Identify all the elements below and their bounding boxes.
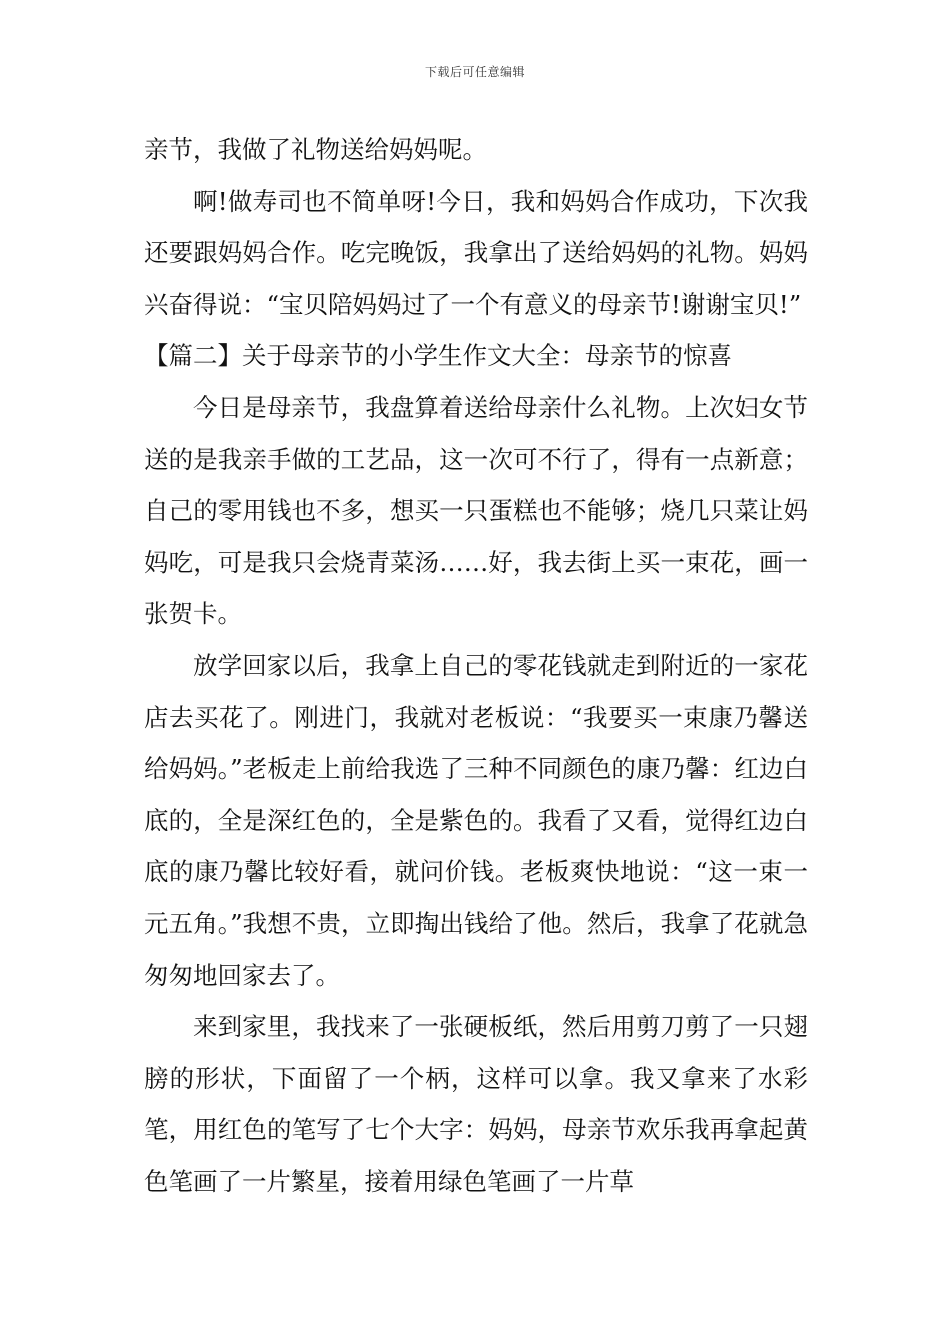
paragraph: 来到家里，我找来了一张硬板纸，然后用剪刀剪了一只翅膀的形状，下面留了一个柄，这样可以拿。我又拿来了水彩笔，用红色的笔写了七个大字：妈妈，母亲节欢乐我再拿起黄色笔画了一片繁星，接着用绿色笔画了一片草 xyxy=(144,1012,808,1196)
page-header: 下载后可任意编辑 xyxy=(424,65,525,79)
document-body xyxy=(144,124,808,1207)
paragraph: 放学回家以后，我拿上自己的零花钱就走到附近的一家花店去买花了。刚进门，我就对老板说：“我要买一束康乃馨送给妈妈。”老板走上前给我选了三种不同颜色的康乃馨：红边白底的，全是深红色的，全是紫色的。我看了又看，觉得红边白底的康乃馨比较好看，就问价钱。老板爽快地说：“这一束一元五角。”我想不贵，立即掏出钱给了他。然后，我拿了花就急匆匆地回家去了。 xyxy=(144,650,808,990)
paragraph-continuation: 亲节，我做了礼物送给妈妈呢。 xyxy=(144,135,487,164)
section-heading: 【篇二】关于母亲节的小学生作文大全：母亲节的惊喜 xyxy=(144,341,732,371)
paragraph: 啊!做寿司也不简单呀!今日，我和妈妈合作成功，下次我还要跟妈妈合作。吃完晚饭，我拿出了送给妈妈的礼物。妈妈兴奋得说：“宝贝陪妈妈过了一个有意义的母亲节!谢谢宝贝!” xyxy=(144,186,808,319)
paragraph: 今日是母亲节，我盘算着送给母亲什么礼物。上次妇女节送的是我亲手做的工艺品，这一次可不行了，得有一点新意；自己的零用钱也不多，想买一只蛋糕也不能够；烧几只菜让妈妈吃，可是我只会烧青菜汤……好，我去街上买一束花，画一张贺卡。 xyxy=(144,392,808,629)
